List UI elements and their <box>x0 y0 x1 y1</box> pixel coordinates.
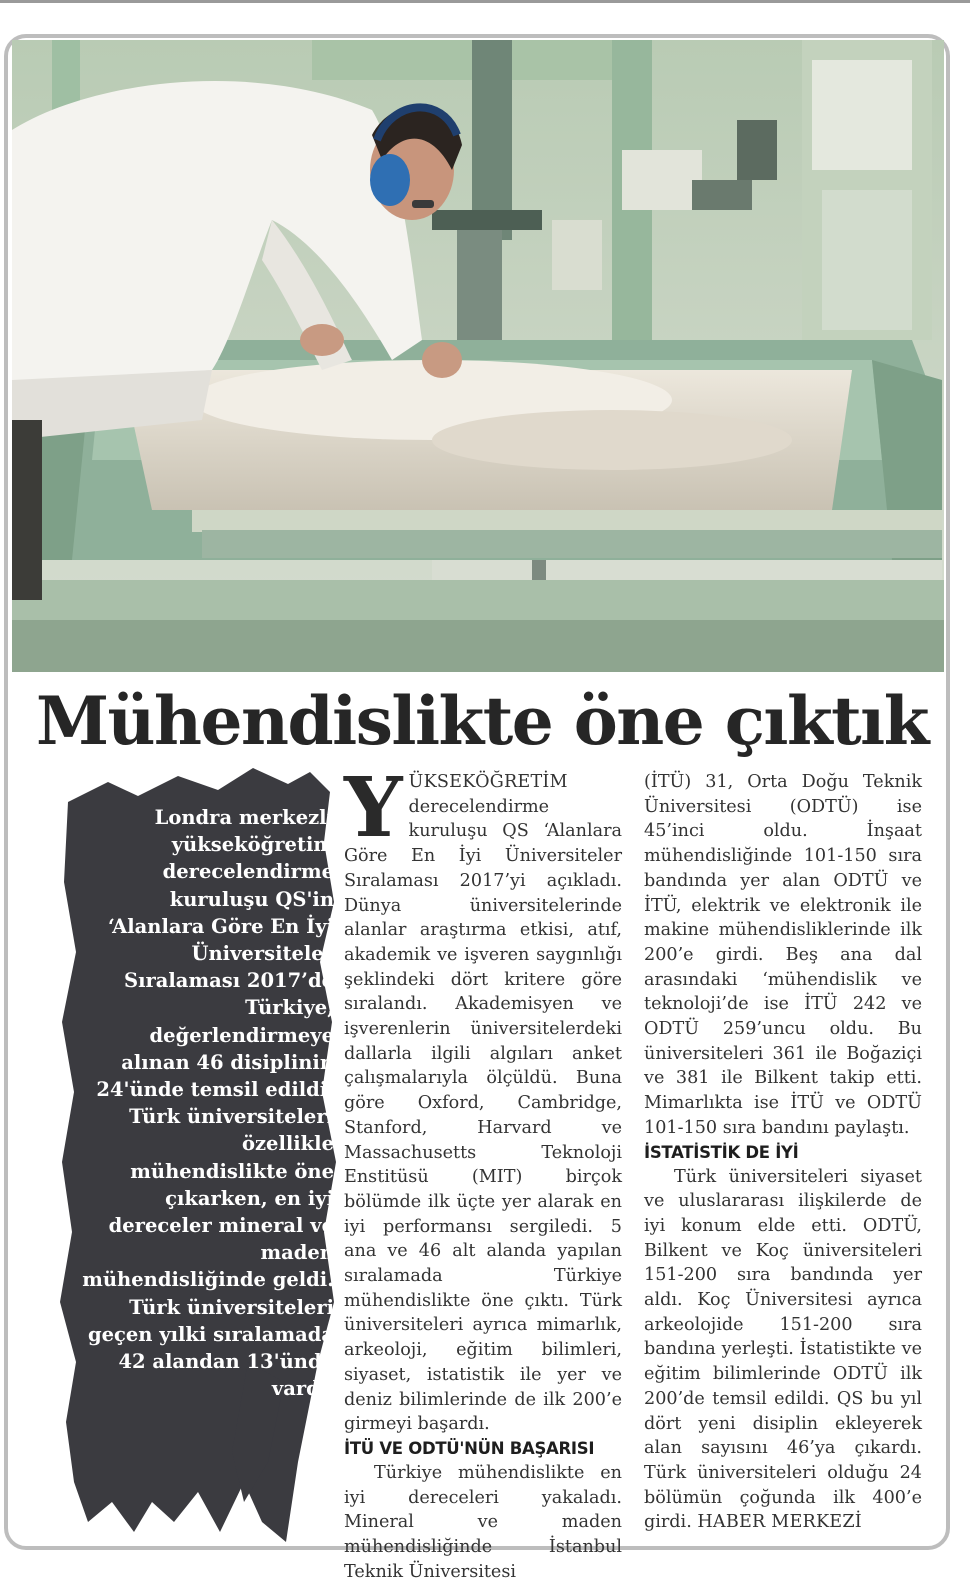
paragraph-lead <box>344 760 622 1437</box>
subhead-istatistik: İSTATİSTİK DE İYİ <box>644 1142 799 1162</box>
article-column-1 <box>344 760 622 1585</box>
paragraph-2-continued: (İTÜ) 31, Orta Doğu Teknik Üniversitesi (ODTÜ) ise 45’inci oldu. İnşaat mühendisliğinde 101-150 sıra bandında yer alan ODTÜ ve İTÜ, elektrik ve elektronik ile makine mühendisliklerinde ilk 200’e girdi. Beş ana dal arasındaki ‘mühendislik ve teknoloji’de ise İTÜ 242 ve ODTÜ 259’uncu oldu. Bu üniversiteleri 361 ile Boğaziçi ve 381 ile Bilkent takip etti. Mimarlıkta ise İTÜ ve ODTÜ 101-150 sıra bandını paylaştı. <box>644 772 922 1138</box>
article-photo <box>12 40 944 672</box>
sidebar-summary-text: Londra merkezli yükseköğretim derecelendirme kuruluşu QS'in ‘Alanlara Göre En İyi Üniversiteler Sıralaması 2017’de Türkiye, değerlendirmeye alınan 46 disiplinin 24'ünde temsil edildi. Türk üniversiteleri özellikle mühendislikte öne çıkarken, en iyi dereceler mineral ve maden mühendisliğinde geldi. Türk üniversiteleri geçen yılki sıralamada 42 alandan 13'ünde vardı. <box>82 806 334 1401</box>
subhead-itu-odtu: İTÜ VE ODTÜ'NÜN BAŞARISI <box>344 1438 595 1458</box>
paragraph-3-text: Türk üniversiteleri siyaset ve uluslararası ilişkilerde de iyi konum elde etti. ODTÜ, Bilkent ve Koç üniversiteleri 151-200 sıra bandında yer aldı. Koç Üniversitesi ayrıca arkeolojide 151-200 sıra bandına yerleşti. İstatistikte ve eğitim bilimlerinde ODTÜ ilk 200’de temsil edildi. QS bu yıl dört yeni disiplin ekleyerek alan sayısını 46’ya çıkardı. Türk üniversiteleri olduğu 24 bölümün çoğunda ilk 400’e girdi. <box>644 1166 922 1533</box>
paragraph-3 <box>644 1165 922 1536</box>
paragraph-2: Türkiye mühendislikte en iyi dereceleri yakaladı. Mineral ve maden mühendisliğinde İstanbul Teknik Üniversitesi <box>344 1462 622 1582</box>
top-rule <box>0 0 970 3</box>
article-column-2 <box>644 770 922 1535</box>
paragraph-1-text: derecelendirme kuruluşu QS ‘Alanlara Göre En İyi Üniversiteler Sıralaması 2017’yi açıkladı. Dünya üniversitelerinde alanlar araştırma etkisi, atıf, akademik ve işveren saygınlığı şeklindeki dört kritere göre sıralandı. Akademisyen ve işverenlerin üniversitelerdeki dallarla ilgili algıları anket çalışmalarıyla ölçüldü. Buna göre Oxford, Cambridge, Stanford, Harvard ve Massachusetts Teknoloji Enstitüsü (MIT) birçok bölümde ilk üçte yer alarak en iyi performansı sergiledi. 5 ana ve 46 alt alanda yapılan sıralamada Türkiye mühendislikte öne çıktı. Türk üniversiteleri ayrıca mimarlık, arkeoloji, eğitim bilimleri, siyaset, istatistik ile yer ve deniz bilimlerinde de ilk 200’e girmeyi başardı. <box>344 796 622 1435</box>
summary-sidebar <box>48 762 338 1542</box>
lead-caps: ÜKSEKÖĞRETİM <box>408 772 568 792</box>
headline: Mühendislikte öne çıktık <box>36 682 928 760</box>
byline: HABER MERKEZİ <box>697 1512 862 1533</box>
drop-cap: Y <box>344 760 403 856</box>
photo-illustration <box>12 40 944 672</box>
